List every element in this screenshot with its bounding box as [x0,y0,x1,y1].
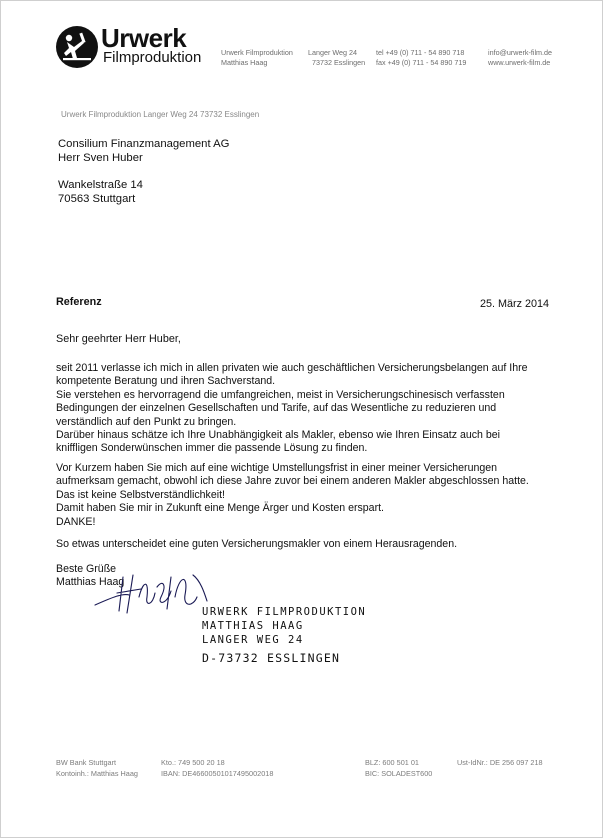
paragraph-line: Darüber hinaus schätze ich Ihre Unabhängigkeit als Makler, ebenso wie Ihren Einsatz auch bei [56,429,501,442]
letterhead-company [221,48,293,68]
letterhead-phone [376,48,466,68]
paragraph-line: kompetente Beratung und ihren Sachverstand. [56,375,276,388]
paragraph-line: DANKE! [56,515,96,528]
footer-account [161,757,273,779]
paragraph-line: aufmerksam gemacht, obwohl ich diese Jahre zuvor bei einem anderen Makler abgeschlossen hatte. [56,475,529,488]
recipient-block [58,137,229,165]
handwritten-signature [93,567,213,617]
letterhead-address [308,48,365,68]
letterhead-street: Langer Weg 24 [308,48,358,57]
sender-return-line: Urwerk Filmproduktion Langer Weg 24 73732 Esslingen [61,110,260,119]
footer-bic: BIC: SOLADEST600 [365,769,433,778]
letterhead-owner: Matthias Haag [221,58,268,67]
stamp-company: URWERK FILMPRODUKTION [202,606,367,618]
salutation: Sehr geehrter Herr Huber, [56,333,181,345]
paragraph-line: Damit haben Sie mir in Zukunft eine Menge Ärger und Kosten erspart. [56,502,384,515]
footer-iban: IBAN: DE46600501017495002018 [161,769,274,778]
letterhead-website: www.urwerk-film.de [488,58,551,67]
logo-title: Urwerk [101,23,187,53]
paragraph-line: Bedingungen der einzelnen Gesellschaften und Tarife, auf das Wesentliche zu reduzieren und [56,402,497,415]
paragraph-2 [56,462,556,529]
recipient-street: Wankelstraße 14 [58,179,143,191]
stamp-name: MATTHIAS HAAG [202,620,304,632]
letterhead-city: 73732 Esslingen [312,58,366,67]
stamp-street: LANGER WEG 24 [202,634,304,646]
letter-date: 25. März 2014 [480,298,550,310]
recipient-address [58,178,143,206]
recipient-city: 70563 Stuttgart [58,193,136,205]
letterhead-email: info@urwerk-film.de [488,48,553,57]
paragraph-line: kniffligen Sonderwünschen immer die passende Lösung zu finden. [56,442,368,455]
footer-bank [56,757,138,779]
subject-line: Referenz [56,296,102,308]
logo-subtitle: Filmproduktion [103,49,202,66]
letterhead-web [488,48,552,68]
footer-bank-name: BW Bank Stuttgart [56,758,117,767]
recipient-company: Consilium Finanzmanagement AG [58,138,230,150]
footer-blz [365,757,432,779]
closing-sentence: So etwas unterscheidet eine guten Versicherungsmakler von einem Herausragenden. [56,538,458,550]
footer-account-number: Kto.: 749 500 20 18 [161,758,225,767]
urwerk-logo-icon [55,25,99,69]
recipient-name: Herr Sven Huber [58,152,143,164]
paragraph-line: seit 2011 verlasse ich mich in allen privaten wie auch geschäftlichen Versicherungsbelangen auf Ihre [56,362,528,374]
paragraph-line: verständlich auf den Punkt zu bringen. [56,415,237,428]
letterhead-tel: tel +49 (0) 711 - 54 890 718 [376,48,465,57]
letterhead-fax: fax +49 (0) 711 - 54 890 719 [376,58,467,67]
closing-name: Matthias Haag [56,576,125,589]
paragraph-line: Das ist keine Selbstverständlichkeit! [56,488,225,501]
letterhead-company-name: Urwerk Filmproduktion [221,48,293,57]
closing-greeting: Beste Grüße [56,563,117,575]
stamp-city: D-73732 ESSLINGEN [202,651,341,665]
paragraph-line: Sie verstehen es hervorragend die umfangreichen, meist in Versicherungschinesisch verfassten [56,388,505,401]
footer-account-holder: Kontoinh.: Matthias Haag [56,769,138,778]
footer-vat: Ust-IdNr.: DE 256 097 218 [457,758,543,767]
paragraph-1 [56,362,556,456]
footer-blz-number: BLZ: 600 501 01 [365,758,419,767]
paragraph-line: Vor Kurzem haben Sie mich auf eine wichtige Umstellungsfrist in einer meiner Versicherungen [56,462,498,474]
